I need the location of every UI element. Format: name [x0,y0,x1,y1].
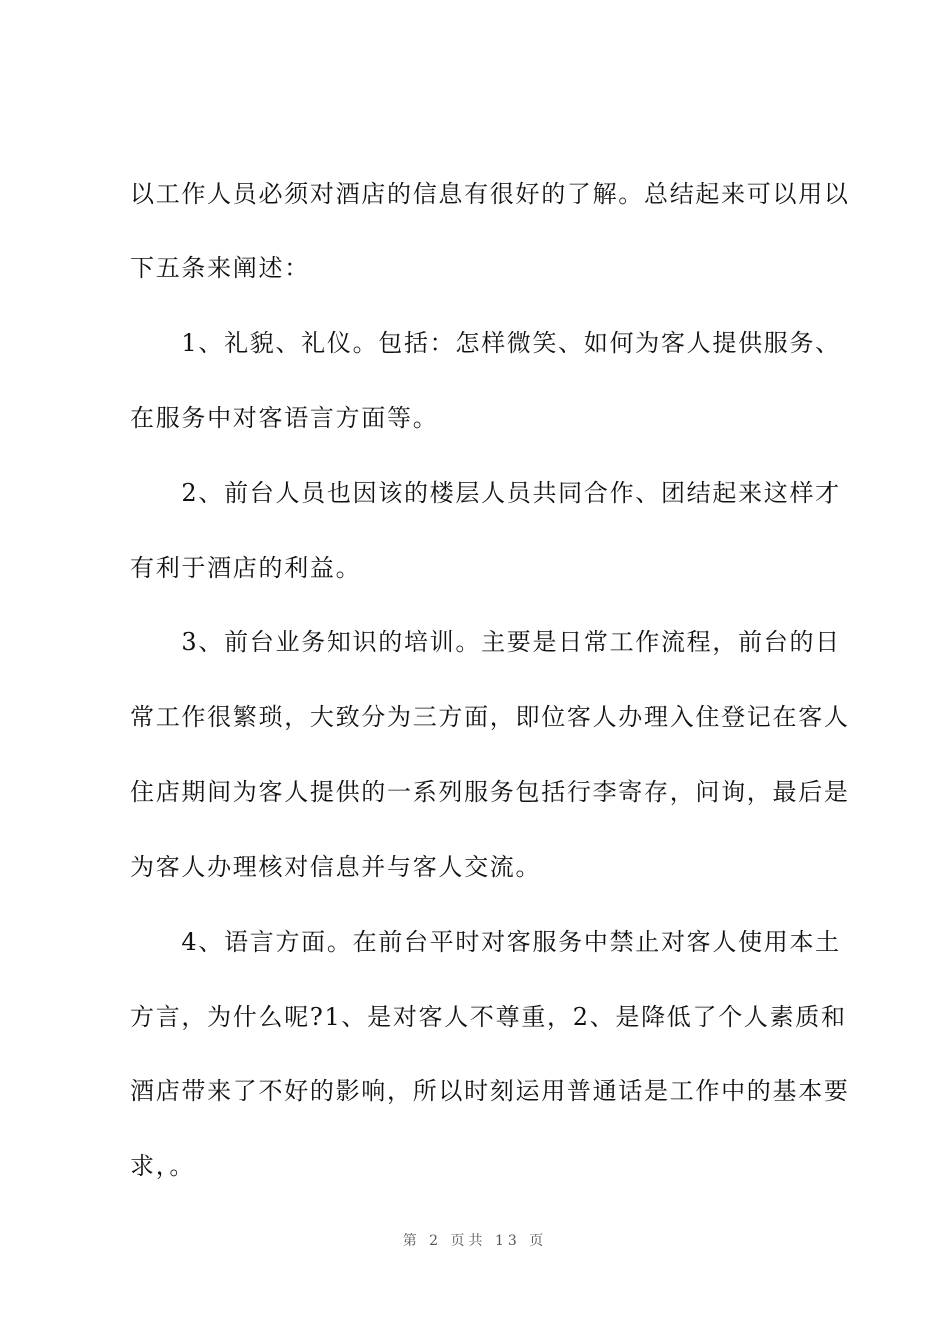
text-line: 下五条来阐述： [130,254,310,282]
text-line: 1、礼貌、礼仪。包括：怎样微笑、如何为客人提供服务、 [130,329,841,357]
text-line: 酒店带来了不好的影响，所以时刻运用普通话是工作中的基本要 [130,1077,850,1105]
text-line: 以工作人员必须对酒店的信息有很好的了解。总结起来可以用以 [130,180,850,208]
page-footer: 第 2 页共 13 页 [402,1233,548,1249]
text-line: 方言，为什么呢?1、是对客人不尊重，2、是降低了个人素质和 [130,1003,847,1031]
text-line: 4、语言方面。在前台平时对客服务中禁止对客人使用本土 [130,928,841,956]
text-line: 在服务中对客语言方面等。 [130,404,439,432]
text-line: 住店期间为客人提供的一系列服务包括行李寄存，问询，最后是 [130,778,850,806]
text-line: 为客人办理核对信息并与客人交流。 [130,853,542,881]
text-line: 3、前台业务知识的培训。主要是日常工作流程，前台的日 [130,628,841,656]
text-line: 2、前台人员也因该的楼层人员共同合作、团结起来这样才 [130,479,841,507]
text-line: 常工作很繁琐，大致分为三方面，即位客人办理入住登记在客人 [130,703,850,731]
text-line: 有利于酒店的利益。 [130,554,362,582]
text-line: 求，。 [130,1152,196,1180]
